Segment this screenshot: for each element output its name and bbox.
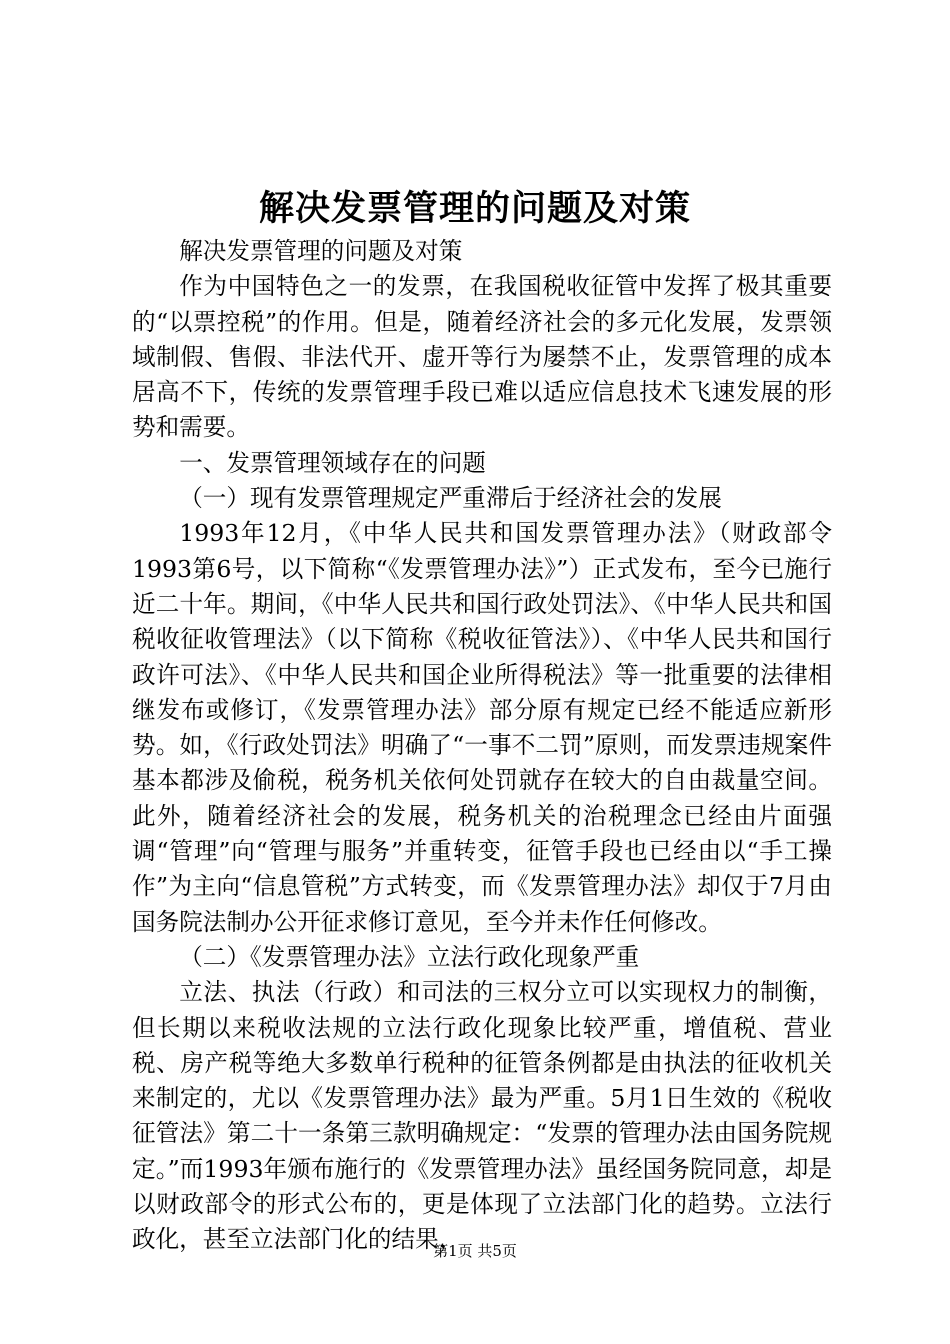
section-heading-1: 一、发票管理领域存在的问题 xyxy=(179,448,486,477)
document-title: 解决发票管理的问题及对策 xyxy=(258,188,691,229)
subsection-heading-1: （一）现有发票管理规定严重滞后于经济社会的发展 xyxy=(179,484,722,513)
page-footer: 第1页 共5页 xyxy=(433,1242,517,1260)
paragraph-intro: 作为中国特色之一的发票，在我国税收征管中发挥了极其重要的“以票控税”的作用。但是，随着经济社会的多元化发展，发票领域制假、售假、非法代开、虚开等行为屡禁不止，发票管理的成本居高不下，传统的发票管理手段已难以适应信息技术飞速发展的形势和需要。 xyxy=(132,272,832,442)
document-body xyxy=(132,234,832,1258)
paragraph-body-1: 1993年12月，《中华人民共和国发票管理办法》（财政部令1993第6号，以下简称“《发票管理办法》”）正式发布，至今已施行近二十年。期间，《中华人民共和国行政处罚法》、《中华人民共和国税收征收管理法》（以下简称《税收征管法》）、《中华人民共和国行政许可法》、《中华人民共和国企业所得税法》等一批重要的法律相继发布或修订，《发票管理办法》部分原有规定已经不能适应新形势。如，《行政处罚法》明确了“一事不二罚”原则，而发票违规案件基本都涉及偷税，税务机关依何处罚就存在较大的自由裁量空间。此外，随着经济社会的发展，税务机关的治税理念已经由片面强调“管理”向“管理与服务”并重转变，征管手段也已经由以“手工操作”为主向“信息管税”方式转变，而《发票管理办法》却仅于7月由国务院法制办公开征求修订意见，至今并未作任何修改。 xyxy=(132,519,832,936)
paragraph-subtitle: 解决发票管理的问题及对策 xyxy=(179,237,463,265)
paragraph-body-2: 立法、执法（行政）和司法的三权分立可以实现权力的制衡，但长期以来税收法规的立法行政化现象比较严重，增值税、营业税、房产税等绝大多数单行税种的征管条例都是由执法的征收机关来制定的，尤以《发票管理办法》最为严重。5月1日生效的《税收征管法》第二十一条第三款明确规定：“发票的管理办法由国务院规定。”而1993年颁布施行的《发票管理办法》虽经国务院同意，却是以财政部令的形式公布的，更是体现了立法部门化的趋势。立法行政化，甚至立法部门化的结果， xyxy=(132,978,832,1254)
subsection-heading-2: （二）《发票管理办法》立法行政化现象严重 xyxy=(179,942,640,971)
